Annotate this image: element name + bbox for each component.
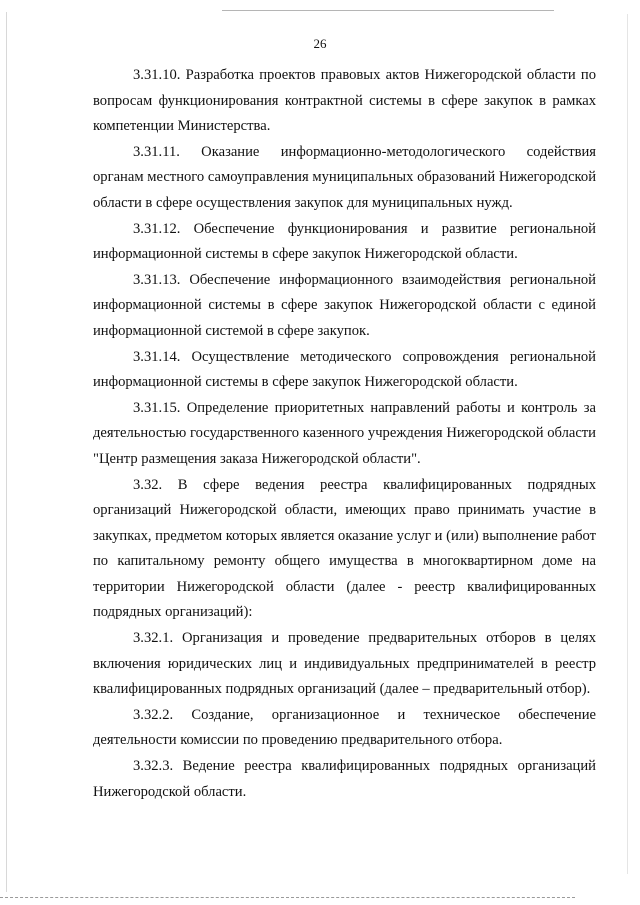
scan-border-left	[6, 12, 7, 892]
paragraph-3-31-11: 3.31.11. Оказание информационно-методологического содействия органам местного самоуправления муниципальных образований Нижегородской области в сфере осуществления закупок для муниципальных нужд.	[93, 143, 596, 211]
paragraph-3-31-10: 3.31.10. Разработка проектов правовых актов Нижегородской области по вопросам функционирования контрактной системы в сфере закупок в рамках компетенции Министерства.	[93, 67, 596, 135]
paragraph-3-31-15: 3.31.15. Определение приоритетных направлений работы и контроль за деятельностью государственного казенного учреждения Нижегородской области "Центр размещения заказа Нижегородской области".	[93, 399, 596, 467]
scan-border-top	[222, 10, 554, 11]
page-number: 26	[313, 36, 327, 51]
document-body	[93, 63, 596, 805]
paragraph-3-31-13: 3.31.13. Обеспечение информационного взаимодействия региональной информационной системы в сфере закупок Нижегородской области с единой информационной системой в сфере закупок.	[93, 271, 596, 339]
paragraph-3-31-14: 3.31.14. Осуществление методического сопровождения региональной информационной системы в сфере закупок Нижегородской области.	[93, 348, 596, 391]
scan-border-right	[627, 14, 628, 874]
paragraph-3-32: 3.32. В сфере ведения реестра квалифицированных подрядных организаций Нижегородской области, имеющих право принимать участие в закупках, предметом которых является оказание услуг и (или) выполнение работ по капитальному ремонту общего имущества в многоквартирном доме на территории Нижегородской области (далее - реестр квалифицированных подрядных организаций):	[93, 476, 597, 621]
paragraph-3-32-2: 3.32.2. Создание, организационное и техническое обеспечение деятельности комиссии по проведению предварительного отбора.	[93, 706, 596, 749]
paragraph-3-32-3: 3.32.3. Ведение реестра квалифицированных подрядных организаций Нижегородской области.	[93, 758, 596, 800]
scan-border-bottom	[0, 897, 575, 898]
paragraph-3-31-12: 3.31.12. Обеспечение функционирования и развитие региональной информационной системы в сфере закупок Нижегородской области.	[93, 220, 596, 263]
paragraph-3-32-1: 3.32.1. Организация и проведение предварительных отборов в целях включения юридических лиц и индивидуальных предпринимателей в реестр квалифицированных подрядных организаций (далее – предварительный отбор).	[93, 630, 596, 698]
